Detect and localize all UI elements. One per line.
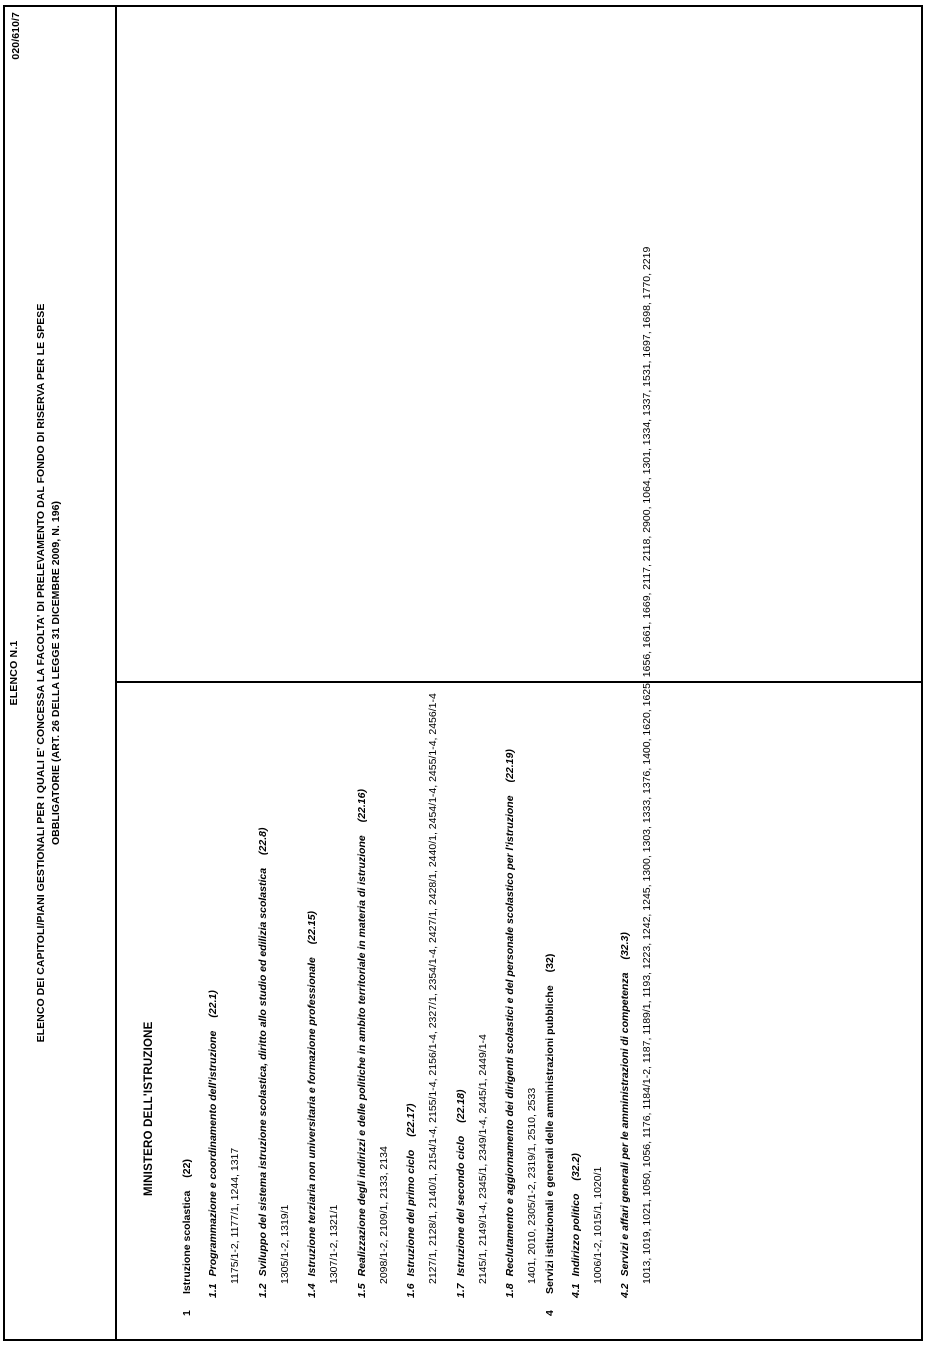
programma-entry [305, 118, 319, 1316]
header-subtitle-line-2: OBBLIGATORIE (ART. 26 DELLA LEGGE 31 DICEMBRE 2009, N. 196) [50, 500, 62, 846]
capitoli-list: 2127/1, 2128/1, 2140/1, 2154/1-4, 2155/1-4, 2156/1-4, 2327/1, 2354/1-4, 2427/1, 2428/1, 2440/1, 2454/1-4, 2455/1-4, 2456/1-4 [427, 693, 439, 1284]
entry-number: 1 [181, 1310, 193, 1316]
capitoli-list: 1307/1-2, 1321/1 [328, 1204, 340, 1284]
entry-number: 1.7 [454, 1283, 467, 1298]
entry-code: (32.2) [569, 1153, 582, 1181]
entry-number: 1.2 [256, 1283, 269, 1298]
entry-number: 1.1 [207, 1283, 219, 1298]
capitoli-list: 1006/1-2, 1015/1, 1020/1 [591, 1166, 604, 1284]
entry-number: 4.1 [569, 1283, 582, 1298]
page-corner-code: 020/610/7 [10, 12, 22, 60]
entry-code: (22.16) [355, 789, 368, 823]
entry-number: 4.2 [619, 1283, 631, 1298]
capitoli-list: 2145/1, 2149/1-4, 2345/1, 2349/1-4, 2445/1, 2449/1-4 [476, 1034, 489, 1284]
entry-label: Sviluppo del sistema istruzione scolastica, diritto allo studio ed edilizia scolastica [256, 867, 269, 1277]
entry-code: (32) [543, 953, 556, 973]
capitoli-list: 2098/1-2, 2109/1, 2133, 2134 [377, 1146, 390, 1284]
entry-code: (32.3) [619, 932, 631, 960]
entry-label: Istruzione del primo ciclo [405, 1149, 417, 1277]
missione-entry [544, 10, 556, 1316]
entry-code: (22.1) [207, 990, 219, 1018]
entry-number: 1.4 [306, 1283, 318, 1298]
entry-code: (22.8) [256, 827, 269, 855]
entry-number: 1.5 [355, 1283, 368, 1298]
programma-entry [404, 118, 418, 1316]
programma-entry [355, 118, 369, 1316]
entry-label: Istruzione terziaria non universitaria e formazione professionale [306, 957, 318, 1277]
entry-code: (22.18) [454, 1089, 467, 1123]
entry-code: (22.17) [405, 1103, 417, 1137]
programma-entry [206, 118, 220, 1316]
entry-label: Programmazione e coordinamento dell'istruzione [207, 1030, 219, 1277]
entry-label: Istruzione del secondo ciclo [454, 1135, 467, 1277]
entry-number: 1.8 [504, 1283, 516, 1298]
programma-entry [256, 118, 270, 1316]
entry-label: Servizi e affari generali per le amministrazioni di competenza [619, 972, 631, 1277]
missione-entry [181, 10, 193, 1316]
entry-number: 1.6 [405, 1283, 417, 1298]
programma-entry [503, 118, 517, 1316]
entry-list [181, 10, 655, 1346]
header-subtitle-line-1: ELENCO DEI CAPITOLI/PIANI GESTIONALI PER I QUALI E' CONCESSA LA FACOLTA' DI PRELEVAMENTO DAL FONDO DI RISERVA PER LE SPESE [35, 303, 47, 1043]
entry-label: Realizzazione degli indirizzi e delle politiche in ambito territoriale in materia di istruzione [355, 835, 368, 1277]
entry-label: Servizi istituzionali e generali delle amministrazioni pubbliche [543, 985, 556, 1294]
page-title: ELENCO N.1 [8, 640, 20, 706]
capitoli-list: 1305/1-2, 1319/1 [278, 1204, 291, 1284]
entry-label: Istruzione scolastica [181, 1190, 193, 1294]
programma-entry [454, 118, 468, 1316]
programma-entry [618, 118, 632, 1316]
list-content [115, 10, 923, 1346]
entry-code: (22.19) [504, 749, 516, 783]
entry-label: Reclutamento e aggiornamento dei dirigenti scolastici e del personale scolastico per l'istruzione [504, 795, 516, 1277]
capitoli-list: 1401, 2010, 2305/1-2, 2319/1, 2510, 2533 [526, 1087, 538, 1284]
capitoli-list: 1175/1-2, 1177/1, 1244, 1317 [229, 1147, 241, 1284]
programma-entry [569, 118, 583, 1316]
capitoli-list: 1013, 1019, 1021, 1050, 1056, 1176, 1184/1-2, 1187, 1189/1, 1193, 1223, 1242, 1245, 1300, 1303, 1333, 1376, 1400, 1620, 1625, 1656, 1661, 1669, 2117, 2118, 2900, 1064, 1301, 1334, 1337, 1531, 1697, 1698, 1770, 2219 [641, 246, 653, 1284]
entry-label: Indirizzo politico [569, 1193, 582, 1277]
entry-code: (22) [181, 1159, 193, 1178]
entry-number: 4 [543, 1310, 556, 1316]
ministry-heading: MINISTERO DELL'ISTRUZIONE [143, 1021, 155, 1196]
entry-code: (22.15) [306, 910, 318, 945]
